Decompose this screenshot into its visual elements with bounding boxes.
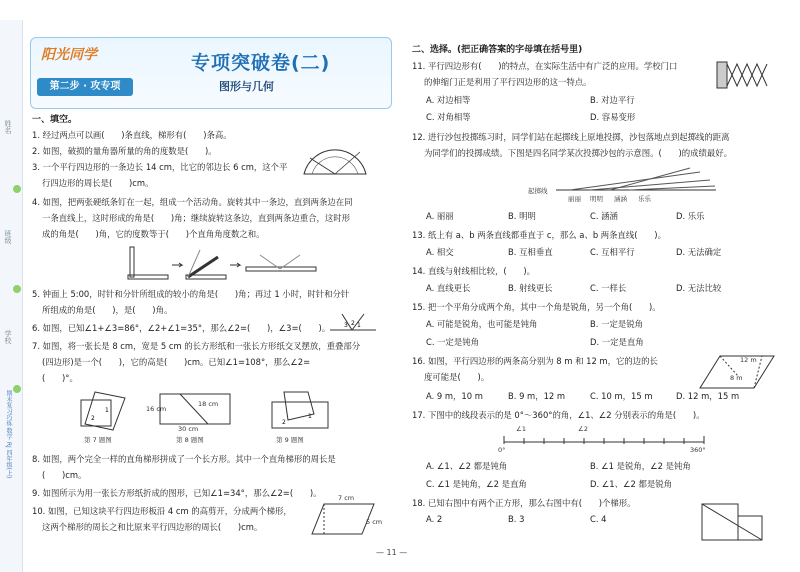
figure-8-slant: 18 cm xyxy=(198,400,219,408)
start-line-label: 起掷线 xyxy=(528,187,548,195)
q10-side-label: 5 cm xyxy=(366,518,383,526)
figure-8-base: 30 cm xyxy=(178,425,199,433)
header-banner xyxy=(30,37,392,109)
question-16-line1: 16. 如图，平行四边形的两条高分别为 8 m 和 12 m，它的边的长 xyxy=(412,356,658,366)
q18-option-c: C. 4 xyxy=(590,514,607,524)
q14-option-a: A. 直线更长 xyxy=(426,283,471,293)
question-9: 9. 如图所示为用一张长方形纸折成的图形，已知∠1=34°，那么∠2=( )。 xyxy=(32,488,322,498)
tick-360: 360° xyxy=(690,446,706,454)
question-5-line2: 所组成的角是( )，是( )角。 xyxy=(42,305,173,315)
broken-protractor-figure xyxy=(300,140,370,176)
question-10-line1: 10. 如图，已知这块平行四边形板沿 4 cm 的高剪开，分成两个梯形， xyxy=(32,506,292,516)
question-7-line3: ( )°。 xyxy=(42,373,78,383)
school-label: 学校 xyxy=(4,330,12,344)
q16-option-b: B. 9 m，12 m xyxy=(508,391,566,401)
tick-angle1: ∠1 xyxy=(516,425,526,433)
svg-text:2: 2 xyxy=(351,320,355,327)
q18-option-a: A. 2 xyxy=(426,514,443,524)
page-subtitle: 图形与几何 xyxy=(219,80,274,93)
figure-8-caption: 第 8 题图 xyxy=(176,436,204,444)
q12-option-a: A. 丽丽 xyxy=(426,211,454,221)
q11-option-d: D. 容易变形 xyxy=(590,112,636,122)
spine-text: 期末复习巧练 数学 RJ 四年级(上) xyxy=(5,390,12,479)
q15-option-d: D. 一定是直角 xyxy=(590,337,644,347)
question-13: 13. 纸上有 a、b 两条直线都垂直于 c，那么 a、b 两条直线( )。 xyxy=(412,230,666,240)
question-3-line1: 3. 一个平行四边形的一条边长 14 cm，比它的邻边长 6 cm，这个平 xyxy=(32,162,288,172)
tick-angle2: ∠2 xyxy=(578,425,588,433)
page-number: — 11 — xyxy=(376,548,408,557)
svg-text:3: 3 xyxy=(344,322,348,329)
step-badge: 第二步 · 攻专项 xyxy=(37,78,133,96)
class-label: 班级 xyxy=(4,230,12,244)
question-4-line3: 成的角是( )角，它的度数等于( )个直角角度数之和。 xyxy=(42,229,265,239)
figure-7-caption: 第 7 题图 xyxy=(84,436,112,444)
name-label: 姓名 xyxy=(4,120,12,134)
q16-height-12: 12 m xyxy=(740,356,757,364)
binding-hole xyxy=(13,285,21,293)
question-11-line1: 11. 平行四边形有( )的特点，在实际生活中有广泛的应用。学校门口 xyxy=(412,61,678,71)
page-title: 专项突破卷(二) xyxy=(191,52,331,74)
angle-number-line xyxy=(500,428,710,452)
question-12-line2: 为同学们的投掷成绩。下图是四名同学某次投掷沙包的示意图。( )的成绩最好。 xyxy=(424,148,733,158)
rotating-strips-figure xyxy=(120,245,330,285)
q15-option-c: C. 一定是钝角 xyxy=(426,337,480,347)
q12-option-d: D. 乐乐 xyxy=(676,211,705,221)
q16-option-a: A. 9 m，10 m xyxy=(426,391,483,401)
question-4-line2: 一条直线上，这时形成的角是( )角；继续旋转这条边，直到两条边重合，这时形 xyxy=(42,213,351,223)
question-4-line1: 4. 如图，把两张硬纸条钉在一起，组成一个活动角。旋转其中一条边，直到两条边在同 xyxy=(32,197,353,207)
figure-9-caption: 第 9 题图 xyxy=(276,436,304,444)
svg-text:2: 2 xyxy=(282,419,286,426)
figure-7 xyxy=(75,390,135,432)
question-6: 6. 如图，已知∠1+∠3=86°，∠2+∠1=35°，那么∠2=( )，∠3=( )。 xyxy=(32,323,331,333)
question-8-line2: ( )cm。 xyxy=(42,470,87,480)
svg-text:1: 1 xyxy=(105,407,109,414)
section-fill-in: 一、填空。 xyxy=(32,115,78,125)
question-11-line2: 的伸缩门正是利用了平行四边形的这一特点。 xyxy=(424,77,592,87)
question-12-line1: 12. 进行沙包投掷练习时，同学们站在起掷线上原地投掷，沙包落地点到起掷线的距离 xyxy=(412,132,730,142)
q11-option-b: B. 对边平行 xyxy=(590,95,635,105)
q11-option-c: C. 对角相等 xyxy=(426,112,471,122)
q14-option-b: B. 射线更长 xyxy=(508,283,553,293)
q17-option-d: D. ∠1、∠2 都是锐角 xyxy=(590,479,672,489)
name-lele: 乐乐 xyxy=(638,195,651,203)
q15-option-b: B. 一定是锐角 xyxy=(590,319,643,329)
q12-option-b: B. 明明 xyxy=(508,211,536,221)
q13-option-d: D. 无法确定 xyxy=(676,247,722,257)
q17-option-b: B. ∠1 是锐角，∠2 是钝角 xyxy=(590,461,691,471)
q13-option-c: C. 互相平行 xyxy=(590,247,635,257)
q14-option-c: C. 一样长 xyxy=(590,283,627,293)
name-lili: 丽丽 xyxy=(568,195,581,203)
angle-figure-q6 xyxy=(328,312,378,334)
binding-hole xyxy=(13,185,21,193)
q13-option-a: A. 相交 xyxy=(426,247,454,257)
tick-0: 0° xyxy=(498,446,506,454)
question-16-line2: 度可能是( )。 xyxy=(424,372,490,382)
figure-9 xyxy=(268,390,332,432)
q17-option-a: A. ∠1、∠2 都是钝角 xyxy=(426,461,508,471)
question-1: 1. 经过两点可以画( )条直线，梯形有( )条高。 xyxy=(32,130,232,140)
question-10-line2: 这两个梯形的周长之和比原来平行四边形的周长( )cm。 xyxy=(42,522,263,532)
q16-height-8: 8 m xyxy=(730,374,743,382)
q12-option-c: C. 涵涵 xyxy=(590,211,618,221)
svg-text:2: 2 xyxy=(91,415,95,422)
svg-text:1: 1 xyxy=(308,413,312,420)
name-mingming: 明明 xyxy=(590,195,603,203)
question-14: 14. 直线与射线相比较，( )。 xyxy=(412,266,536,276)
question-5-line1: 5. 钟面上 5:00，时针和分针所组成的较小的角是( )角；再过 1 小时，时针和分针 xyxy=(32,289,350,299)
question-17: 17. 下图中的线段表示的是 0°～360°的角，∠1、∠2 分别表示的角是( )。 xyxy=(412,410,705,420)
svg-text:1: 1 xyxy=(357,322,361,329)
squares-figure-q18 xyxy=(700,490,780,542)
parallelogram-figure-q16 xyxy=(698,352,778,392)
name-hanhan: 涵涵 xyxy=(614,195,627,203)
binding-margin xyxy=(0,20,23,572)
q11-option-a: A. 对边相等 xyxy=(426,95,471,105)
question-15: 15. 把一个平角分成两个角，其中一个角是锐角，另一个角( )。 xyxy=(412,302,661,312)
question-8-line1: 8. 如图，两个完全一样的直角梯形拼成了一个长方形。其中一个直角梯形的周长是 xyxy=(32,454,336,464)
folding-gate-figure xyxy=(715,56,775,90)
q14-option-d: D. 无法比较 xyxy=(676,283,722,293)
question-2: 2. 如图，破损的量角器所量的角的度数是( )。 xyxy=(32,146,217,156)
q15-option-a: A. 可能是锐角，也可能是钝角 xyxy=(426,319,538,329)
figure-8-height: 16 cm xyxy=(146,405,167,413)
question-7-line2: (四边形)是一个( )，它的高是( )cm。已知∠1=108°，那么∠2= xyxy=(42,357,311,367)
q18-option-b: B. 3 xyxy=(508,514,525,524)
q13-option-b: B. 互相垂直 xyxy=(508,247,553,257)
brand-logo: 阳光同学 xyxy=(41,47,97,63)
question-7-line1: 7. 如图，将一张长是 8 cm，宽是 5 cm 的长方形纸和一张长方形纸交叉摆放，重叠部分 xyxy=(32,341,361,351)
question-3-line2: 行四边形的周长是( )cm。 xyxy=(42,178,154,188)
q16-option-c: C. 10 m，15 m xyxy=(590,391,653,401)
question-18: 18. 已知右图中有两个正方形，那么右图中有( )个梯形。 xyxy=(412,498,636,508)
binding-hole xyxy=(13,385,21,393)
q16-option-d: D. 12 m，15 m xyxy=(676,391,740,401)
q10-top-label: 7 cm xyxy=(338,494,355,502)
section-choice: 二、选择。(把正确答案的字母填在括号里) xyxy=(412,45,583,55)
q17-option-c: C. ∠1 是钝角，∠2 是直角 xyxy=(426,479,527,489)
